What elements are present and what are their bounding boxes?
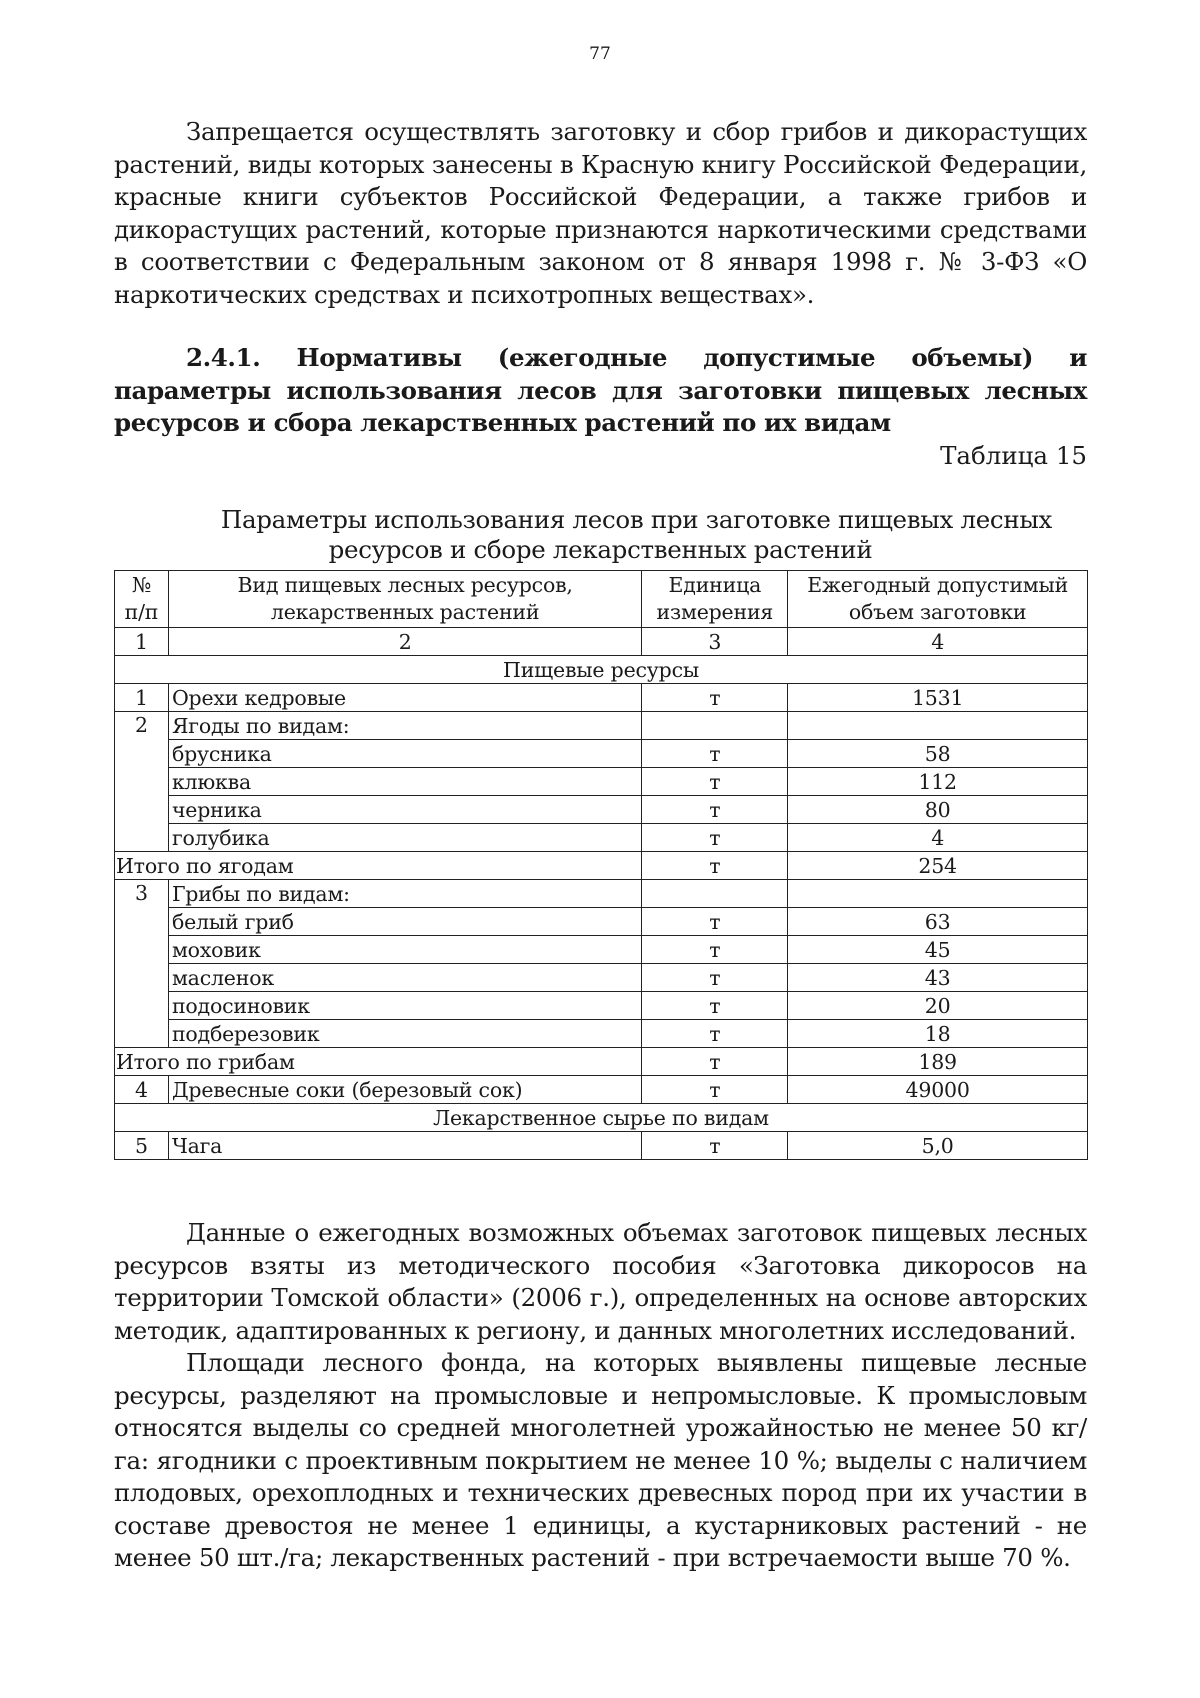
table-row: 1 Орехи кедровые т 1531 bbox=[115, 684, 1088, 712]
paragraph-text: Площади лесного фонда, на которых выявлены пищевые лесные ресурсы, разделяют на промысловые и непромысловые. К промысловым относятся выделы со средней многолетней урожайностью не менее 50 кг/га: ягодники с проективным покрытием не менее 10 %; выделы с наличием плодовых, орехоплодных и технических древесных пород при их участии в составе древостоя не менее 1 единицы, а кустарниковых растений - не менее 50 шт./га; лекарственных растений - при встречаемости выше 70 %. bbox=[114, 1348, 1087, 1572]
total-row-mushrooms: Итого по грибам т 189 bbox=[115, 1048, 1088, 1076]
paragraph-text: Запрещается осуществлять заготовку и сбор грибов и дикорастущих растений, виды которых занесены в Красную книгу Российской Федерации, красные книги субъектов Российской Федерации, а также грибов и дикорастущих растений, которые признаются наркотическими средствами в соответствии с Федеральным законом от 8 января 1998 г. № 3-ФЗ «О наркотических средствах и психотропных веществах». bbox=[114, 117, 1087, 309]
table-row: подосиновик т 20 bbox=[115, 992, 1088, 1020]
total-row-berries: Итого по ягодам т 254 bbox=[115, 852, 1088, 880]
paragraph-text: Данные о ежегодных возможных объемах заготовок пищевых лесных ресурсов взяты из методического пособия «Заготовка дикоросов на территории Томской области» (2006 г.), определенных на основе авторских методик, адаптированных к региону, и данных многолетних исследований. bbox=[114, 1218, 1087, 1345]
section-row-food: Пищевые ресурсы bbox=[115, 656, 1088, 684]
table-row: 4 Древесные соки (березовый сок) т 49000 bbox=[115, 1076, 1088, 1104]
resources-table bbox=[114, 570, 1088, 1160]
table-caption-text: Параметры использования лесов при заготовке пищевых лесных ресурсов и сборе лекарственных растений bbox=[220, 505, 1053, 564]
table-row: черника т 80 bbox=[115, 796, 1088, 824]
table-row: моховик т 45 bbox=[115, 936, 1088, 964]
page-number: 77 bbox=[589, 44, 611, 64]
section-heading bbox=[114, 342, 1087, 440]
table-row-berries-group: 2 Ягоды по видам: bbox=[115, 712, 1088, 740]
paragraph-prohibition bbox=[114, 116, 1087, 311]
table-row: голубика т 4 bbox=[115, 824, 1088, 852]
header-resource-type: Вид пищевых лесных ресурсов, лекарственных растений bbox=[168, 571, 641, 628]
table-row: клюква т 112 bbox=[115, 768, 1088, 796]
table-row: белый гриб т 63 bbox=[115, 908, 1088, 936]
section-row-medicinal: Лекарственное сырье по видам bbox=[115, 1104, 1088, 1132]
header-unit: Единица измерения bbox=[642, 571, 788, 628]
paragraph-data-source bbox=[114, 1217, 1087, 1347]
section-heading-text: 2.4.1. Нормативы (ежегодные допустимые объемы) и параметры использования лесов для заготовки пищевых лесных ресурсов и сбора лекарственных растений по их видам bbox=[114, 343, 1087, 437]
table-row: 5 Чага т 5,0 bbox=[115, 1132, 1088, 1160]
table-row: подберезовик т 18 bbox=[115, 1020, 1088, 1048]
table-caption bbox=[114, 505, 1087, 565]
table-row-mushrooms-group: 3 Грибы по видам: bbox=[115, 880, 1088, 908]
table-header-row bbox=[115, 571, 1088, 628]
header-annual-volume: Ежегодный допустимый объем заготовки bbox=[788, 571, 1088, 628]
table-row: брусника т 58 bbox=[115, 740, 1088, 768]
paragraph-forest-areas bbox=[114, 1347, 1087, 1575]
header-number: № п/п bbox=[115, 571, 169, 628]
column-numbers-row: 1 2 3 4 bbox=[115, 628, 1088, 656]
table-row: масленок т 43 bbox=[115, 964, 1088, 992]
table-label: Таблица 15 bbox=[940, 441, 1087, 470]
